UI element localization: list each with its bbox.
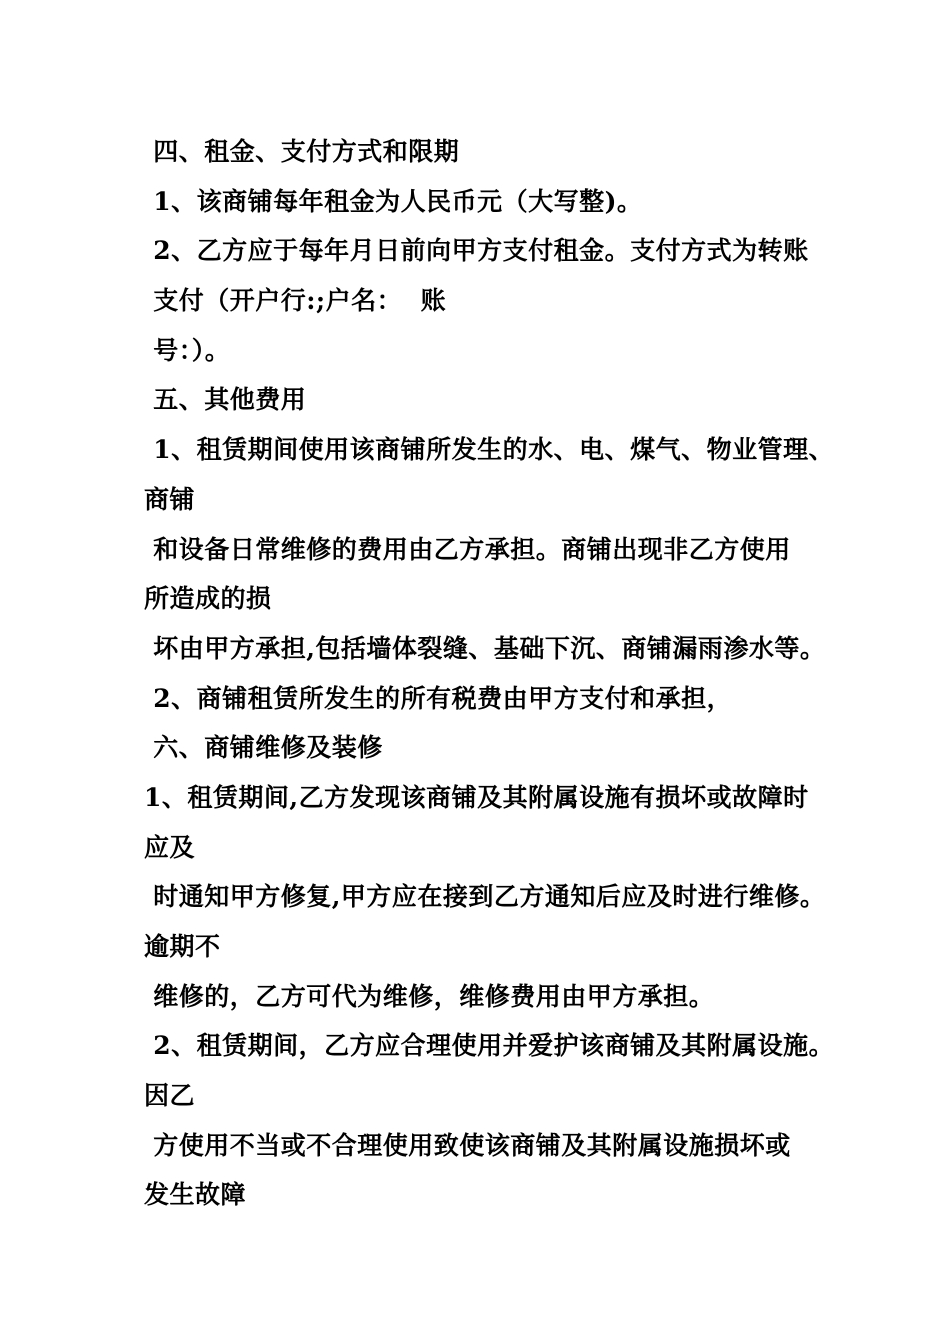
text-line: 逾期不 (144, 932, 221, 961)
document-body (144, 127, 844, 1220)
text-line: 和设备日常维修的费用由乙方承担。商铺出现非乙方使用 (144, 534, 791, 564)
section-heading-repair-renovation: 六、商铺维修及装修 (144, 733, 383, 763)
text-line: 1、该商铺每年租金为人民币元（大写整)。 (144, 186, 643, 216)
text-line: 商铺 (144, 484, 196, 514)
text-line: 1、租赁期间使用该商铺所发生的水、电、煤气、物业管理、 (144, 435, 835, 465)
text-line: 1、租赁期间,乙方发现该商铺及其附属设施有损坏或故障时 (144, 782, 809, 812)
text-line: 维修的，乙方可代为维修，维修费用由甲方承担。 (144, 981, 715, 1011)
text-line: 支付（开户行:;户名： 账 (144, 286, 447, 316)
section-heading-rent-payment: 四、租金、支付方式和限期 (144, 137, 460, 166)
text-line: 2、乙方应于每年月日前向甲方支付租金。支付方式为转账 (144, 236, 809, 266)
text-line: 坏由甲方承担,包括墙体裂缝、基础下沉、商铺漏雨渗水等。 (144, 633, 826, 663)
text-line: 应及 (144, 832, 196, 862)
text-line: 2、租赁期间，乙方应合理使用并爱护该商铺及其附属设施。 (144, 1031, 835, 1061)
text-line: 号：）。 (144, 335, 231, 365)
text-line: 发生故障 (144, 1180, 247, 1210)
text-line: 所造成的损 (144, 584, 272, 614)
section-heading-other-fees: 五、其他费用 (144, 385, 307, 415)
text-line: 因乙 (144, 1081, 196, 1111)
text-line: 时通知甲方修复,甲方应在接到乙方通知后应及时进行维修。 (144, 882, 826, 912)
text-line: 方使用不当或不合理使用致使该商铺及其附属设施损坏或 (144, 1130, 791, 1160)
text-line: 2、商铺租赁所发生的所有税费由甲方支付和承担， (144, 683, 733, 713)
